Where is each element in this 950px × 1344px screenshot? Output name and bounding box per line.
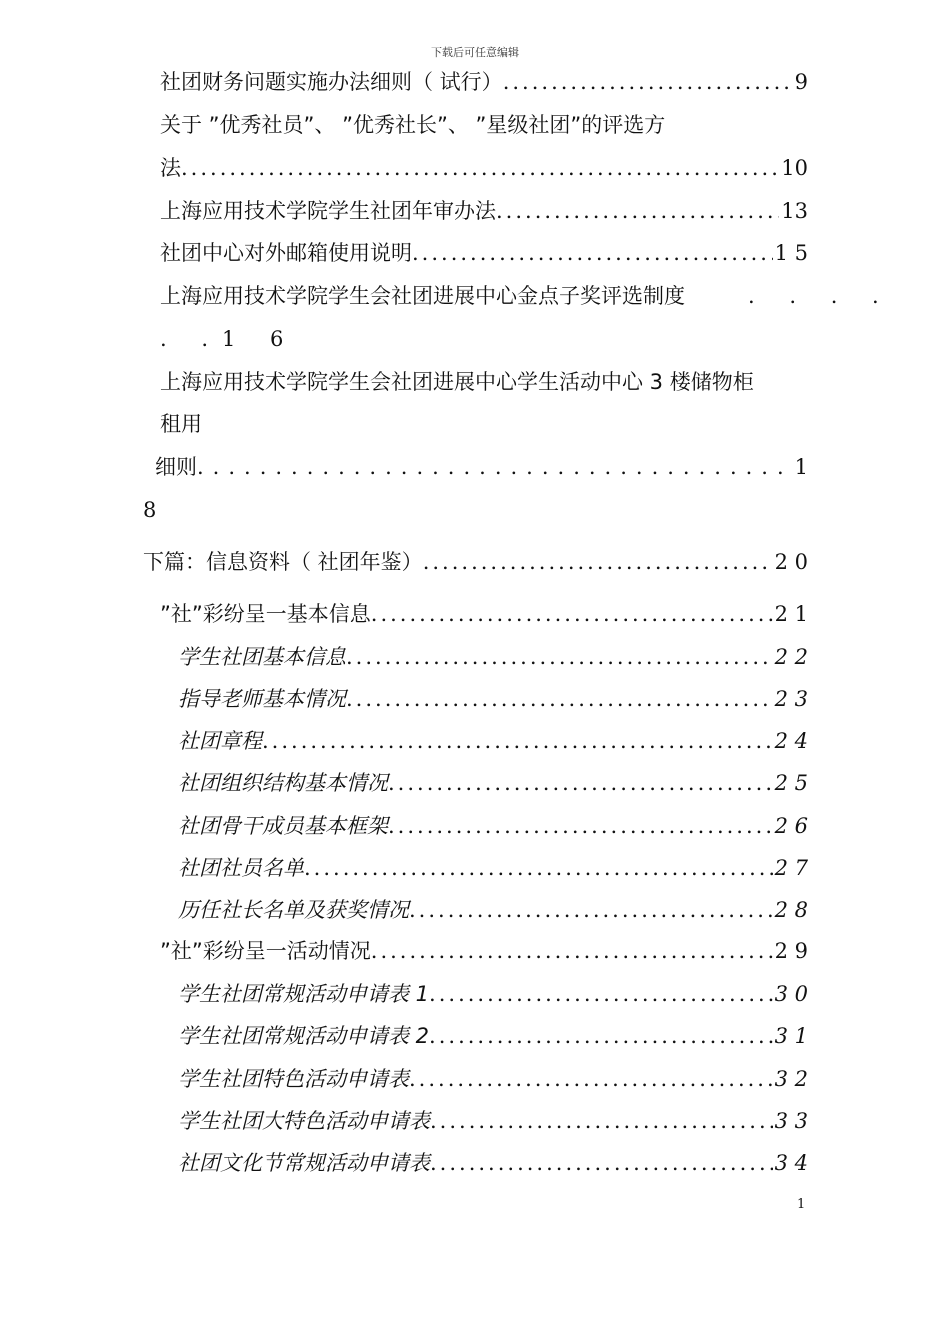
toc-subentry[interactable]: [178, 811, 808, 841]
toc-entry-sec2[interactable]: [160, 936, 808, 966]
toc-entry-page: 2 3: [774, 687, 808, 711]
toc-subentry[interactable]: [178, 1021, 808, 1051]
toc-entry-page: 2 5: [774, 771, 808, 795]
toc-entry-award[interactable]: [160, 153, 808, 183]
toc-subentry[interactable]: [178, 979, 808, 1009]
toc-leader-dots: [181, 153, 779, 183]
toc-entry-page: 2 4: [774, 729, 808, 753]
toc-entry-page: 3 4: [774, 1151, 808, 1175]
toc-entry-title: 学生社团特色活动申请表: [178, 1067, 409, 1091]
toc-subentry[interactable]: [178, 895, 808, 925]
toc-leader-dots: [409, 895, 773, 925]
toc-entry-page: 3 2: [774, 1067, 808, 1091]
toc-leader-dots: [371, 599, 773, 629]
toc-entry-title: 社团章程: [178, 729, 262, 753]
toc-entry-title: ”社”彩纷呈一活动情况: [160, 939, 371, 963]
toc-leader-dots: [197, 452, 793, 482]
toc-subentry[interactable]: [178, 768, 808, 798]
toc-entry-locker-line1[interactable]: 上海应用技术学院学生会社团进展中心学生活动中心 3 楼储物柜: [160, 370, 754, 394]
toc-leader-dots: [430, 1106, 773, 1136]
toc-entry-title: 下篇：信息资料（ 社团年鉴）: [143, 550, 423, 574]
toc-entry-page: 1 5: [774, 241, 808, 265]
toc-entry-title: ”社”彩纷呈一基本信息: [160, 602, 371, 626]
toc-entry-page: 2 0: [774, 550, 808, 574]
toc-entry-title: 指导老师基本情况: [178, 687, 346, 711]
toc-leader-dots: [262, 726, 773, 756]
toc-entry-sec1[interactable]: [160, 599, 808, 629]
toc-entry-title: 学生社团大特色活动申请表: [178, 1109, 430, 1133]
toc-subentry[interactable]: [178, 1064, 808, 1094]
toc-leader-dots: [412, 238, 773, 268]
toc-leader-dots: [346, 642, 773, 672]
toc-entry-locker[interactable]: [155, 452, 808, 482]
toc-entry-title: 历任社长名单及获奖情况: [178, 898, 409, 922]
toc-leader-dots: [503, 67, 793, 97]
toc-leader-dots: [429, 979, 773, 1009]
toc-entry-title: 社团骨干成员基本框架: [178, 814, 388, 838]
toc-leader-dots: [388, 768, 773, 798]
toc-entry-part2[interactable]: [143, 547, 808, 577]
toc-entry-title: 法: [160, 156, 181, 180]
page-header: 下载后可任意编辑: [431, 46, 519, 59]
toc-leader-dots: [409, 1064, 773, 1094]
toc-entry-page: 10: [781, 156, 808, 180]
toc-leader-dots: . . . .: [748, 284, 893, 308]
page-number: 1: [797, 1197, 806, 1212]
toc-leader-dots: [430, 1148, 773, 1178]
toc-entry-title: 社团文化节常规活动申请表: [178, 1151, 430, 1175]
toc-subentry[interactable]: [178, 853, 808, 883]
toc-entry-page: 2 1: [774, 602, 808, 626]
toc-leader-dots: [496, 196, 779, 226]
toc-entry-title: 社团组织结构基本情况: [178, 771, 388, 795]
toc-entry-award-line1[interactable]: 关于 ”优秀社员”、 ”优秀社长”、 ”星级社团”的评选方: [160, 113, 666, 137]
toc-entry-title: 学生社团常规活动申请表 1: [178, 982, 430, 1006]
toc-entry-finance[interactable]: [160, 67, 808, 97]
toc-subentry[interactable]: [178, 1106, 808, 1136]
toc-entry-page: 3 1: [774, 1024, 808, 1048]
toc-entry-title: 社团社员名单: [178, 856, 304, 880]
toc-entry-email[interactable]: [160, 238, 808, 268]
toc-entry-annual[interactable]: [160, 196, 808, 226]
toc-entry-page: 2 2: [774, 645, 808, 669]
toc-subentry[interactable]: [178, 642, 808, 672]
toc-leader-dots: [304, 853, 773, 883]
toc-entry-page: 9: [794, 70, 808, 94]
toc-subentry[interactable]: [178, 1148, 808, 1178]
toc-entry-title: 细则: [155, 455, 197, 479]
toc-leader-dots: [371, 936, 773, 966]
toc-entry-page: 2 7: [774, 856, 808, 880]
toc-entry-page: 2 6: [774, 814, 808, 838]
toc-entry-title: 上海应用技术学院学生社团年审办法: [160, 199, 496, 223]
toc-entry-page: 1: [794, 455, 808, 479]
toc-entry-page: 2 8: [774, 898, 808, 922]
toc-entry-locker-page: 8: [143, 498, 157, 522]
toc-entry-page: 3 3: [774, 1109, 808, 1133]
toc-entry-title: 社团中心对外邮箱使用说明: [160, 241, 412, 265]
toc-entry-title: 学生社团基本信息: [178, 645, 346, 669]
toc-leader-dots: [388, 811, 773, 841]
toc-leader-dots: [429, 1021, 773, 1051]
toc-entry-locker-line2[interactable]: 租用: [160, 412, 202, 436]
toc-entry-title: 学生社团常规活动申请表 2: [178, 1024, 430, 1048]
toc-entry-golden-page: . .1 6: [160, 327, 298, 351]
toc-entry-golden-title[interactable]: 上海应用技术学院学生会社团进展中心金点子奖评选制度: [160, 284, 685, 308]
toc-entry-title: 社团财务问题实施办法细则（ 试行）: [160, 70, 503, 94]
toc-entry-page: 2 9: [774, 939, 808, 963]
toc-entry-page: 13: [781, 199, 808, 223]
toc-leader-dots: [346, 684, 773, 714]
toc-subentry[interactable]: [178, 726, 808, 756]
toc-leader-dots: [423, 547, 773, 577]
toc-subentry[interactable]: [178, 684, 808, 714]
toc-entry-page: 3 0: [774, 982, 808, 1006]
